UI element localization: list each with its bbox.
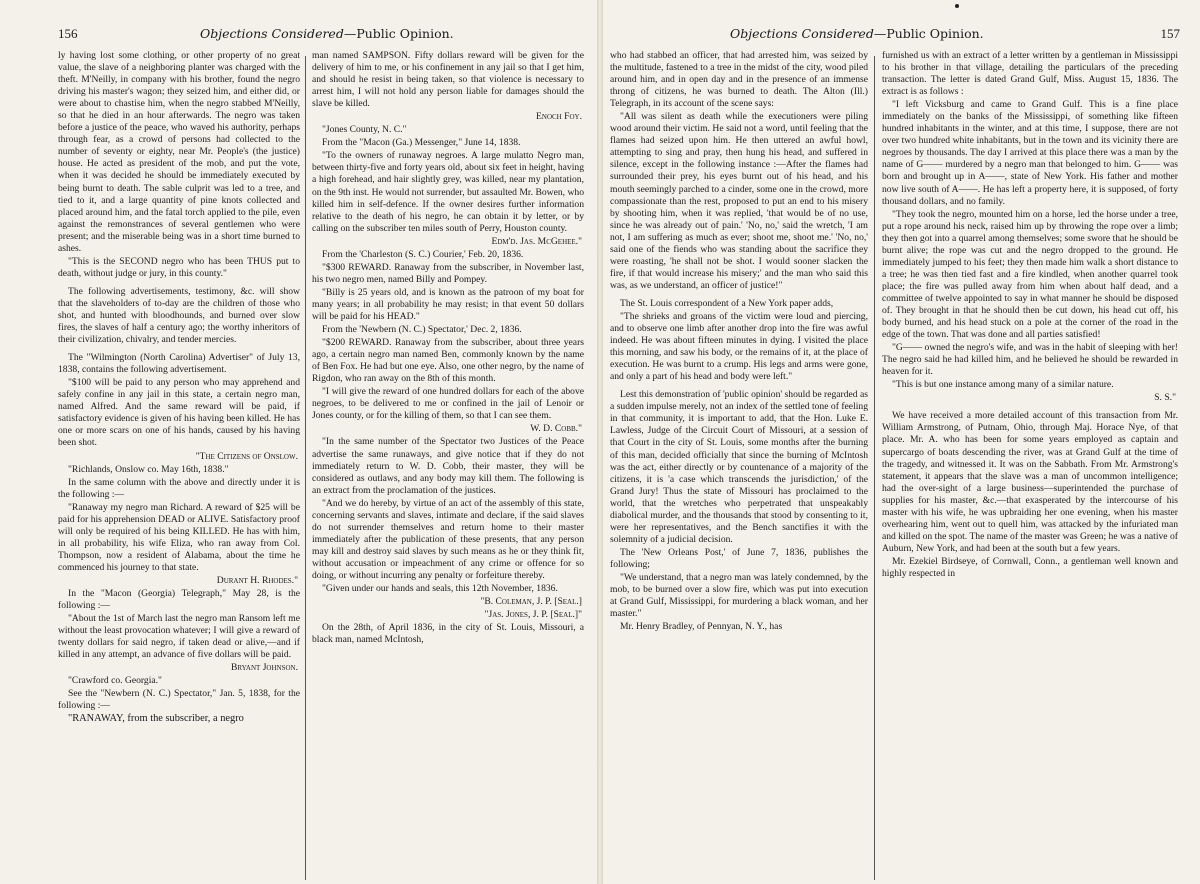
paragraph: From the 'Charleston (S. C.) Courier,' Feb. 20, 1836. (322, 248, 524, 260)
paragraph: In the "Macon (Georgia) Telegraph," May 28, is the following :— (58, 588, 300, 612)
paragraph: "Richlands, Onslow co. May 16th, 1838." (68, 463, 229, 475)
paragraph: From the "Macon (Ga.) Messenger," June 14, 1838. (322, 137, 521, 149)
paragraph: "$100 will be paid to any person who may apprehend and safely confine in any jail in this state, a certain negro man, named Alfred. And the same reward will be paid, if satisfactory evidence is given of his having been killed. He has one or more scars on one of his hands, caused by his having been shot. (58, 377, 300, 449)
paragraph: "They took the negro, mounted him on a horse, led the horse under a tree, put a rope around his neck, raised him up by throwing the rope over a limb; they then got into a quarrel among themselves; some swore that he should be burnt alive; the rope was cut and the negro dropped to the ground. He immediately jumped to his feet; they then made him walk a short distance to a tree; he was then tied fast and a fire kindled, when another quarrel took place; the fire was pulled away from him when about half dead, and a committee of twelve appointed to say in what manner he should be disposed of. They brought in that he should then be cut down, his head cut off, his body burned, and his head stuck on a pole at the corner of the road in the edge of the town. That was done and all parties satisfied! (882, 208, 1178, 341)
paragraph: "Billy is 25 years old, and is known as the patroon of my boat for many years; in all probability he may resist; in that event 50 dollars will be paid for his HEAD." (312, 286, 584, 322)
paragraph: "The shrieks and groans of the victim were loud and piercing, and to observe one limb after another drop into the fire was awful indeed. He was about fifteen minutes in dying. I visited the place this morning, and saw his body, or the remains of it, at the place of execution. He was burnt to a crump. His legs and arms were gone, and only a part of his head and body were left." (610, 310, 868, 383)
right-running-head-italic: Objections Considered (730, 26, 874, 41)
paragraph: "We understand, that a negro man was lately condemned, by the mob, to be burned over a slow fire, which was put into execution at Grand Gulf, Mississippi, for murdering a black woman, and her master." (610, 571, 868, 620)
paragraph: Mr. Ezekiel Birdseye, of Cornwall, Conn., a gentleman well known and highly respected in (882, 555, 1178, 579)
signature: Edm'd. Jas. McGehee." (491, 235, 582, 247)
paragraph: Lest this demonstration of 'public opinion' should be regarded as a sudden impulse merely, not an index of the settled tone of feeling in that community, it is important to add, that the Hon. Luke E. Lawless, Judge of the Circuit Court of Missouri, at a session of that Court in the city of St. Louis, some months after the burning of this man, decided officially that since the burning of McIntosh was the act, either directly or by countenance of a majority of the citizens, it is 'a case which transcends the jurisdiction,' of the Grand Jury! Thus the state of Missouri has proclaimed to the world, that the wretches who perpetrated that unspeakably diabolical murder, and the thousands that stood by consenting to it, were her representatives, and the Bench sanctifies it with the solemnity of a judicial decision. (610, 389, 868, 545)
paragraph: "This is but one instance among many of a similar nature. (892, 379, 1114, 391)
paragraph: "To the owners of runaway negroes. A large mulatto Negro man, between thirty-five and forty years old, about six feet in height, having a high forehead, and hair slightly grey, was killed, near my plantation, on the 9th inst. He would not surrender, but assaulted Mr. Bowen, who killed him in self-defence. If the owner desires further information relative to the death of his negro, he can obtain it by letter, or by calling on the subscriber ten miles south of Perry, Houston county. (312, 150, 584, 234)
paragraph: "Jones County, N. C." (322, 124, 407, 136)
paragraph: man named SAMPSON. Fifty dollars reward will be given for the delivery of him to me, or his confinement in any jail so that I get him, and should he resist in being taken, so that violence is necessary to arrest him, I will not hold any person liable for damages should the slave be killed. (312, 50, 584, 110)
left-running-head-rest: —Public Opinion. (343, 26, 454, 41)
column-divider (305, 56, 306, 880)
left-page-number: 156 (58, 26, 78, 41)
paragraph: "RANAWAY, from the subscriber, a negro (68, 713, 244, 725)
paragraph: "In the same number of the Spectator two Justices of the Peace advertise the same runaways, and give notice that if they do not immediately return to W. D. Cobb, their master, they will be considered as outlaws, and any body may kill them. The following is an extract from the proclamation of the justices. (312, 436, 584, 496)
paragraph: Mr. Henry Bradley, of Pennyan, N. Y., has (620, 621, 783, 633)
left-running-head (200, 26, 454, 41)
paragraph: "Given under our hands and seals, this 12th November, 1836. (322, 583, 558, 595)
signature: "Jas. Jones, J. P. [Seal.]" (484, 609, 582, 621)
paragraph: The 'New Orleans Post,' of June 7, 1836, publishes the following; (610, 546, 868, 570)
paragraph: "And we do hereby, by virtue of an act of the assembly of this state, concerning servants and slaves, intimate and declare, if the said slaves do not surrender themselves and return home to their master immediately after the publication of these presents, that any person may kill and destroy said slaves by such means as he or they think fit, without accusation or impeachment of any crime or offence for so doing, or without incurring any penalty or forfeiture thereby. (312, 497, 584, 581)
left-column-1 (58, 50, 300, 880)
paragraph: "This is the SECOND negro who has been THUS put to death, without judge or jury, in this county." (58, 255, 300, 279)
ink-speck (955, 4, 959, 8)
signature: Enoch Foy. (536, 111, 582, 123)
paragraph: furnished us with an extract of a letter written by a gentleman in Mississippi to his brother in that village, detailing the particulars of the preceding transaction. The letter is dated Grand Gulf, Miss. August 15, 1836. The extract is as follows : (882, 50, 1178, 98)
paragraph: ly having lost some clothing, or other property of no great value, the slave of a neighboring planter was charged with the theft. M'Neilly, in company with his brother, found the negro driving his master's wagon; they seized him, and either did, or were about to chastise him, when the negro stabbed M'Neilly, so that he died in an hour afterwards. The negro was taken before a justice of the peace, who waved his authority, perhaps through fear, as a crowd of persons had collected to the number of seventy or eighty, near Mr. People's (the justice) house. He acted as president of the mob, and put the vote, when it was decided he should be immediately executed by being burnt to death. The sable culprit was led to a tree, and tied to it, and a large quantity of pine knots collected and placed around him, and the fatal torch applied to the pile, even against the remonstrances of several gentlemen who were present; and the miserable being was in a short time burned to ashes. (58, 50, 300, 254)
signature: Durant H. Rhodes." (216, 574, 298, 586)
paragraph: "All was silent as death while the executioners were piling wood around their victim. He said not a word, until feeling that the flames had seized upon him. He then uttered an awful howl, attempting to sing and pray, then hung his head, and suffered in silence, except in the following instance :—After the flames had surrounded their prey, his eyes burnt out of his head, and his mouth seemingly parched to a cinder, some one in the crowd, more compassionate than the rest, proposed to put an end to his misery by shooting him, when it was replied, 'that would be of no use, since he was already out of pain.' 'No, no,' said the wretch, 'I am not, I am suffering as much as ever; shoot me, shoot me.' 'No, no,' said one of the fiends who was standing about the sacrifice they were roasting, 'he shall not be shot. I would sooner slacken the fire, if that would increase his misery;' and the man who said this was, as we understand, an officer of justice!" (610, 111, 868, 291)
left-page-header (0, 24, 600, 48)
right-page-number: 157 (1160, 26, 1180, 41)
right-running-head-rest: —Public Opinion. (873, 26, 984, 41)
left-running-head-italic: Objections Considered (200, 26, 344, 41)
paragraph: "About the 1st of March last the negro man Ransom left me without the least provocation whatever; I will give a reward of twenty dollars for said negro, if taken dead or alive,—and if killed in any attempt, an advance of five dollars will be paid. (58, 613, 300, 661)
right-column-2 (882, 50, 1178, 880)
paragraph: We have received a more detailed account of this transaction from Mr. William Armstrong, of Putnam, Ohio, through Maj. Horace Nye, of that place. Mr. A. who has been for some years employed as captain and supercargo of boats descending the river, was at Grand Gulf at the time of the tragedy, and witnessed it. It was on the Sabbath. From Mr. Armstrong's statement, it appears that the slave was a man of uncommon intelligence; had the over-sight of a large business—superintended the purchase of supplies for his master, &c.—that exasperated by the intercourse of his master with his wife, he was upbraiding her one evening, when his master overhearing him, went out to quell him, was attacked by the infuriated man and killed on the spot. The name of the master was Green; he was a native of Auburn, New York, and had been at the south but a few years. (882, 410, 1178, 554)
paragraph: who had stabbed an officer, that had arrested him, was seized by the multitude, fastened to a tree in the midst of the city, wood piled around him, and in open day and in the presence of an immense throng of citizens, he was burned to death. The Alton (Ill.) Telegraph, in its account of the scene says: (610, 50, 868, 110)
signature: Bryant Johnson. (230, 662, 298, 674)
signature: "The Citizens of Onslow. (195, 450, 298, 462)
paragraph: "Ranaway my negro man Richard. A reward of $25 will be paid for his apprehension DEAD or ALIVE. Satisfactory proof will only be required of his being KILLED. He has with him, in all probability, his wife Eliza, who ran away from Col. Thompson, now a resident of Alabama, about the time he commenced his journey to that state. (58, 501, 300, 573)
paragraph: "$300 REWARD. Ranaway from the subscriber, in November last, his two negro men, named Billy and Pompey. (312, 261, 584, 285)
paragraph: See the "Newbern (N. C.) Spectator," Jan. 5, 1838, for the following :— (58, 688, 300, 712)
paragraph: "$200 REWARD. Ranaway from the subscriber, about three years ago, a certain negro man named Ben, commonly known by the name of Ben Fox. He had but one eye. Also, one other negro, by the name of Rigdon, who ran away on the 8th of this month. (312, 337, 584, 385)
paragraph: The St. Louis correspondent of a New York paper adds, (620, 297, 834, 309)
paragraph: The "Wilmington (North Carolina) Advertiser" of July 13, 1838, contains the following advertisement. (58, 352, 300, 376)
paragraph: "I left Vicksburg and came to Grand Gulf. This is a fine place immediately on the banks of the Mississippi, of something like fifteen hundred inhabitants in the winter, and at this time, I suppose, there are not over two hundred white inhabitants, but in the town and its vicinity there are negroes by thousands. The day I arrived at this place there was a man by the name of G—— murdered by a negro man that belonged to him. G—— was born and brought up in A——, state of New York. His father and mother now live south of A——. He has left a property here, it is supposed, of forty thousand dollars, and no family. (882, 99, 1178, 207)
paragraph: "I will give the reward of one hundred dollars for each of the above negroes, to be delivered to me or confined in the jail of Lenoir or Jones county, or for the killing of them, so that I can see them. (312, 386, 584, 422)
signature: S. S." (1154, 392, 1176, 404)
signature: "B. Coleman, J. P. [Seal.] (480, 596, 582, 608)
left-column-2 (312, 50, 584, 880)
right-page-header (600, 24, 1200, 48)
paragraph: From the 'Newbern (N. C.) Spectator,' Dec. 2, 1836. (322, 324, 522, 336)
right-column-1 (610, 50, 868, 880)
paragraph: "G—— owned the negro's wife, and was in the habit of sleeping with her! The negro said he had killed him, and he believed he should be rewarded in heaven for it. (882, 342, 1178, 378)
right-running-head (730, 26, 984, 41)
column-divider (874, 56, 875, 880)
paragraph: "Crawford co. Georgia." (68, 675, 162, 687)
paragraph: On the 28th, of April 1836, in the city of St. Louis, Missouri, a black man, named McIntosh, (312, 622, 584, 646)
signature: W. D. Cobb." (530, 423, 582, 435)
paragraph: The following advertisements, testimony, &c. will show that the slaveholders of to-day are the children of those who shot, and hunted with bloodhounds, and burned over slow fires, the slaves of half a century ago; the worthy inheritors of their civilization, chivalry, and tender mercies. (58, 285, 300, 346)
right-page (600, 0, 1200, 884)
paragraph: In the same column with the above and directly under it is the following :— (58, 476, 300, 500)
